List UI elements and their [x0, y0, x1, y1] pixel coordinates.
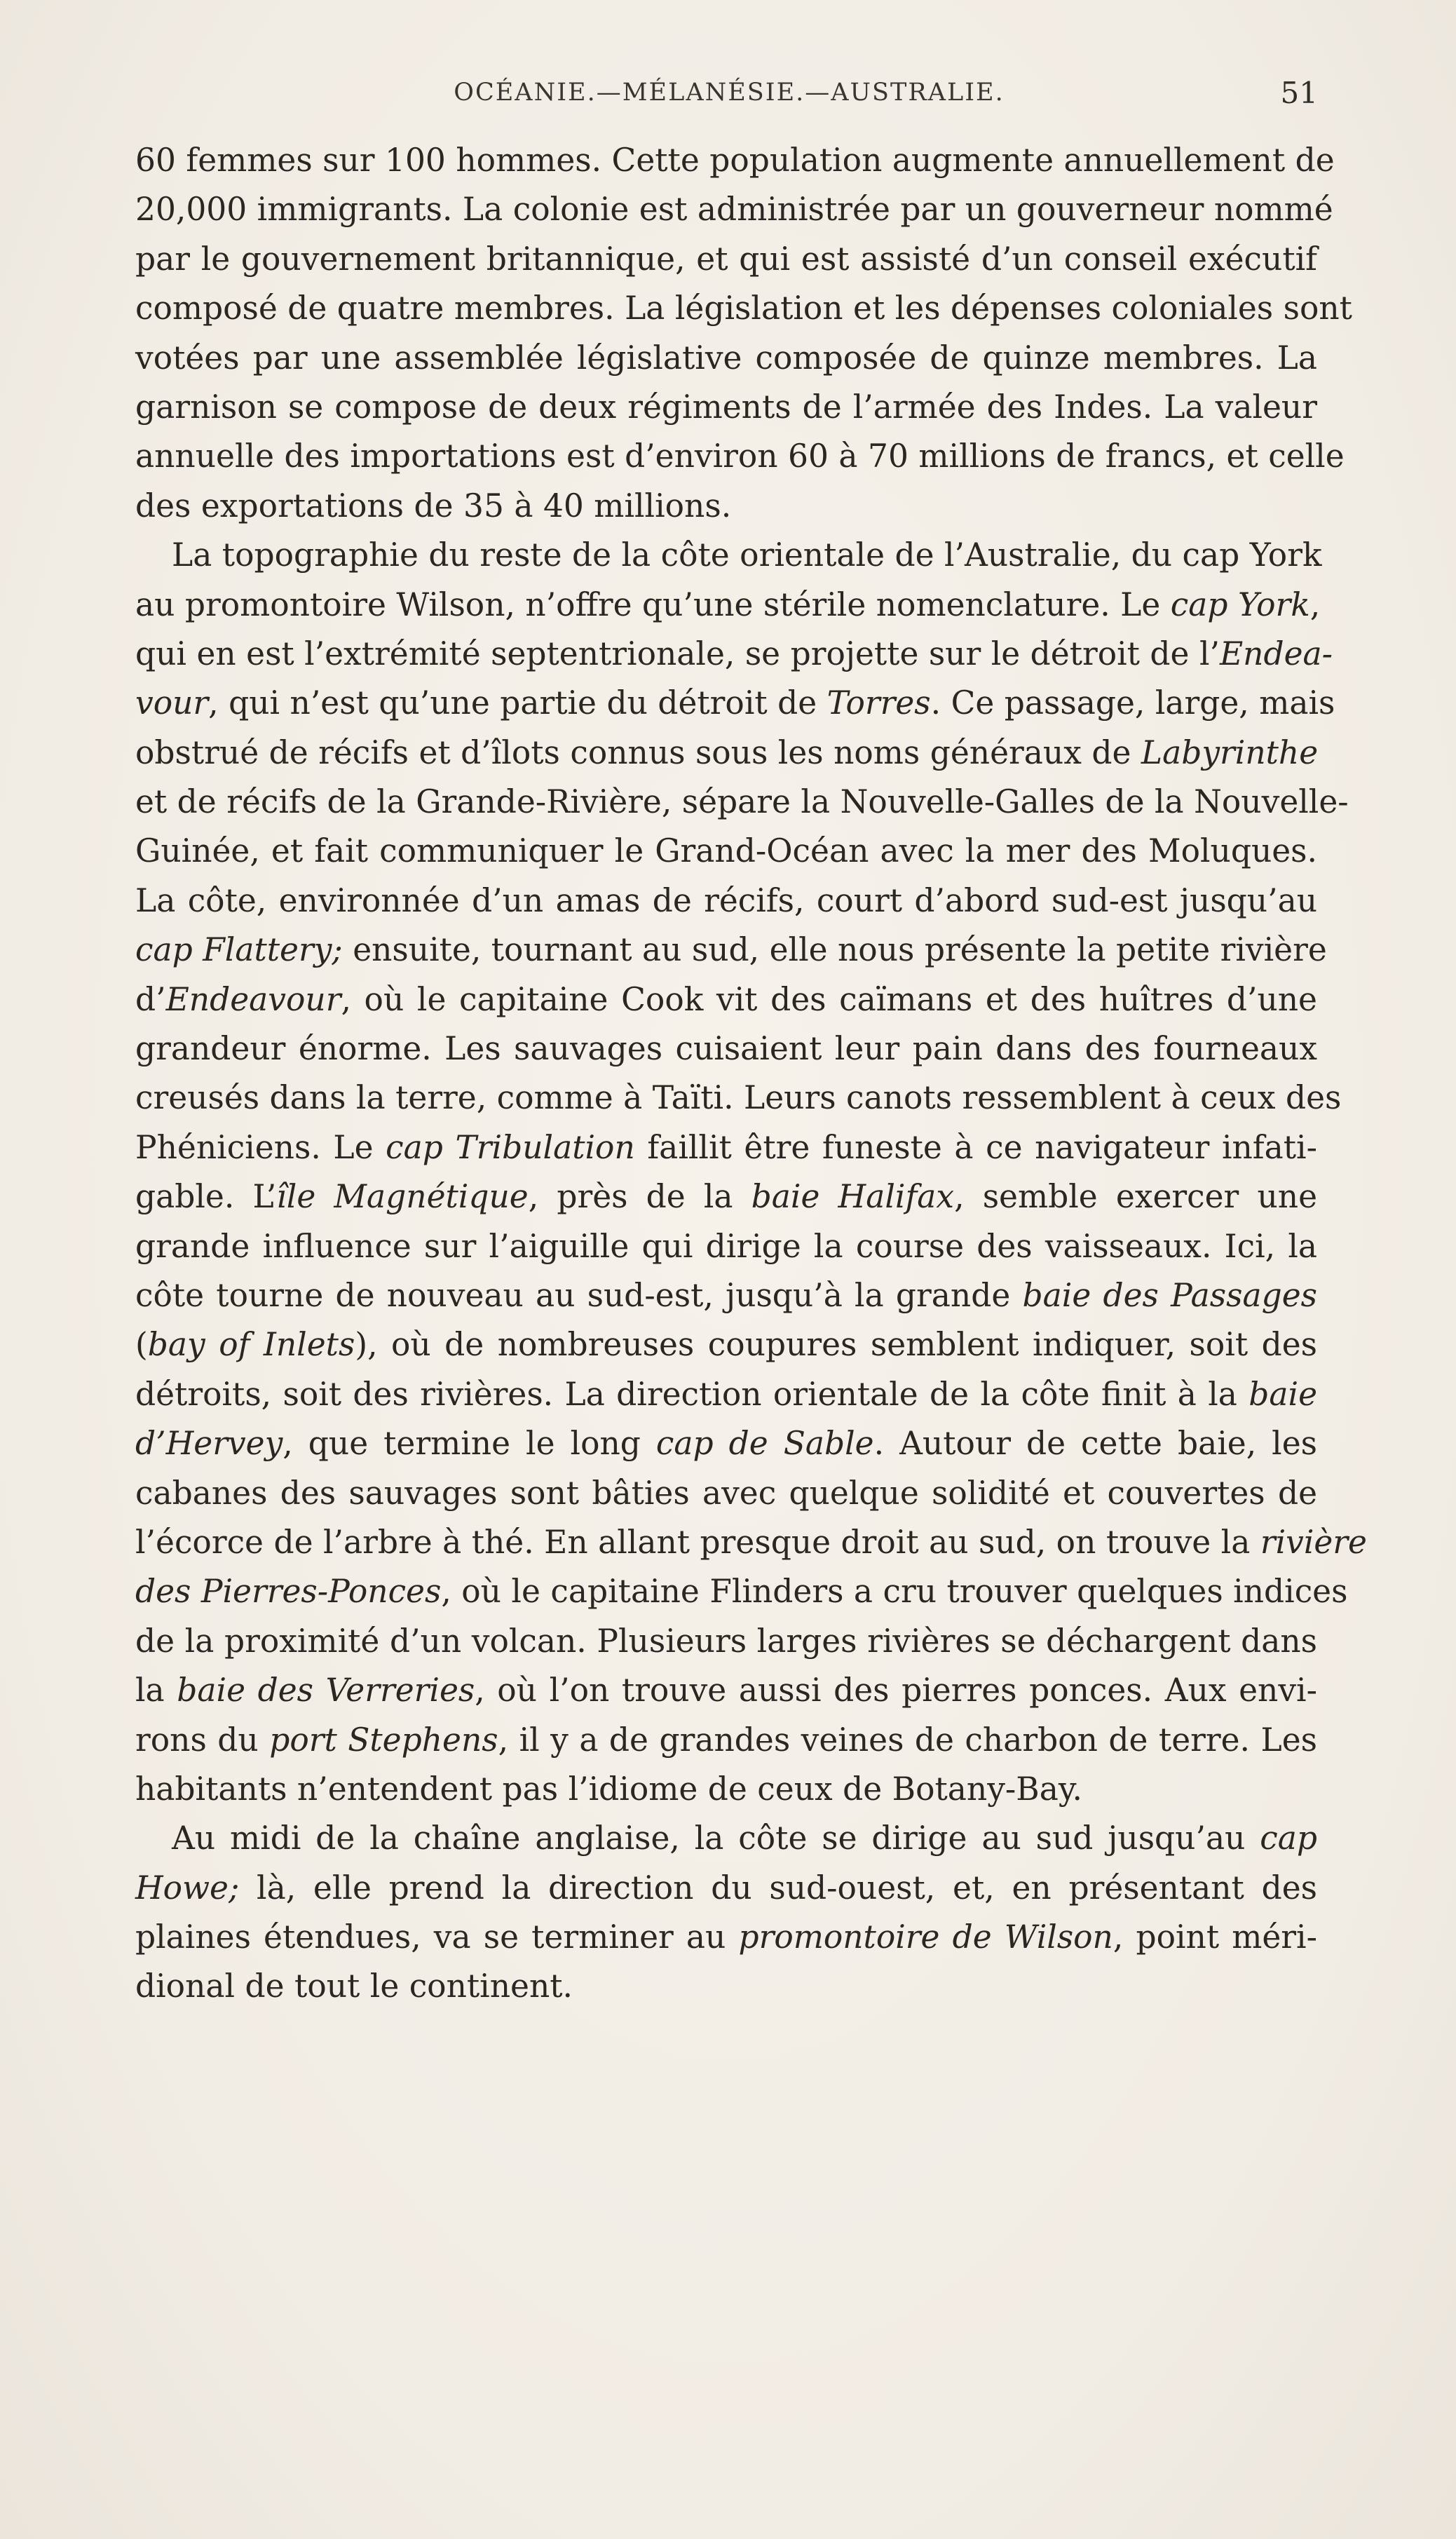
text-line: et de récifs de la Grande-Rivière, sépare la Nouvelle-Galles de la Nouvelle-	[135, 783, 1349, 821]
text-line: qui en est l’extrémité septentrionale, se projette sur le détroit de l’Endea-	[135, 635, 1333, 672]
text-line: Howe; là, elle prend la direction du sud-ouest, et, en présentant des	[135, 1869, 1317, 1907]
text-line: plaines étendues, va se terminer au promontoire de Wilson, point méri-	[135, 1918, 1317, 1956]
text-line: Phéniciens. Le cap Tribulation faillit être funeste à ce navigateur infati-	[135, 1128, 1317, 1166]
text-line: grandeur énorme. Les sauvages cuisaient leur pain dans des fourneaux	[135, 1030, 1317, 1068]
text-line: vour, qui n’est qu’une partie du détroit de Torres. Ce passage, large, mais	[135, 684, 1335, 722]
text-line: cap Flattery; ensuite, tournant au sud, elle nous présente la petite rivière	[135, 931, 1327, 969]
text-line: la baie des Verreries, où l’on trouve aussi des pierres ponces. Aux envi-	[135, 1672, 1317, 1709]
text-line: habitants n’entendent pas l’idiome de ceux de Botany-Bay.	[135, 1770, 1082, 1808]
text-line: obstrué de récifs et d’îlots connus sous les noms généraux de Labyrinthe	[135, 733, 1319, 771]
text-line: composé de quatre membres. La législation et les dépenses coloniales sont	[135, 290, 1352, 327]
text-line: au promontoire Wilson, n’offre qu’une stérile nomenclature. Le cap York,	[135, 585, 1321, 623]
text-line: garnison se compose de deux régiments de l’armée des Indes. La valeur	[135, 388, 1317, 426]
text-line: La topographie du reste de la côte orientale de l’Australie, du cap York	[172, 536, 1322, 574]
text-line: rons du port Stephens, il y a de grandes veines de charbon de terre. Les	[135, 1721, 1317, 1759]
text-line: détroits, soit des rivières. La direction orientale de la côte finit à la baie	[135, 1375, 1317, 1413]
page-number: 51	[1280, 76, 1318, 110]
text-line: côte tourne de nouveau au sud-est, jusqu’à la grande baie des Passages	[135, 1276, 1318, 1314]
text-line: creusés dans la terre, comme à Taïti. Leurs canots ressemblent à ceux des	[135, 1079, 1342, 1117]
text-line: d’Endeavour, où le capitaine Cook vit des caïmans et des huîtres d’une	[135, 980, 1317, 1018]
text-line: par le gouvernement britannique, et qui est assisté d’un conseil exécutif	[135, 240, 1317, 278]
text-line: de la proximité d’un volcan. Plusieurs larges rivières se déchargent dans	[135, 1622, 1317, 1660]
text-line: votées par une assemblée législative composée de quinze membres. La	[135, 339, 1317, 377]
text-line: annuelle des importations est d’environ 60 à 70 millions de francs, et celle	[135, 438, 1345, 475]
text-line: d’Hervey, que termine le long cap de Sable. Autour de cette baie, les	[135, 1425, 1318, 1463]
text-line: Guinée, et fait communiquer le Grand-Océan avec la mer des Moluques.	[135, 832, 1317, 870]
text-line: l’écorce de l’arbre à thé. En allant presque droit au sud, on trouve la rivière	[135, 1523, 1367, 1561]
text-line: (bay of Inlets), où de nombreuses coupures semblent indiquer, soit des	[135, 1326, 1317, 1364]
text-line: La côte, environnée d’un amas de récifs, court d’abord sud-est jusqu’au	[135, 881, 1317, 919]
text-line: dional de tout le continent.	[135, 1968, 573, 2005]
text-line: 20,000 immigrants. La colonie est administrée par un gouverneur nommé	[135, 191, 1333, 229]
text-line: grande influence sur l’aiguille qui dirige la course des vaisseaux. Ici, la	[135, 1227, 1317, 1265]
text-line: des Pierres-Ponces, où le capitaine Flinders a cru trouver quelques indices	[135, 1573, 1348, 1611]
body-text	[135, 136, 1367, 2012]
running-head	[140, 76, 1318, 121]
text-line: cabanes des sauvages sont bâties avec quelque solidité et couvertes de	[135, 1474, 1317, 1512]
text-line: des exportations de 35 à 40 millions.	[135, 487, 732, 524]
text-line: Au midi de la chaîne anglaise, la côte se dirige au sud jusqu’au cap	[172, 1820, 1317, 1857]
running-title: OCÉANIE.—MÉLANÉSIE.—AUSTRALIE.	[454, 79, 1005, 107]
text-line: 60 femmes sur 100 hommes. Cette population augmente annuellement de	[135, 142, 1335, 179]
text-line: gable. L’île Magnétique, près de la baie Halifax, semble exercer une	[135, 1178, 1317, 1216]
